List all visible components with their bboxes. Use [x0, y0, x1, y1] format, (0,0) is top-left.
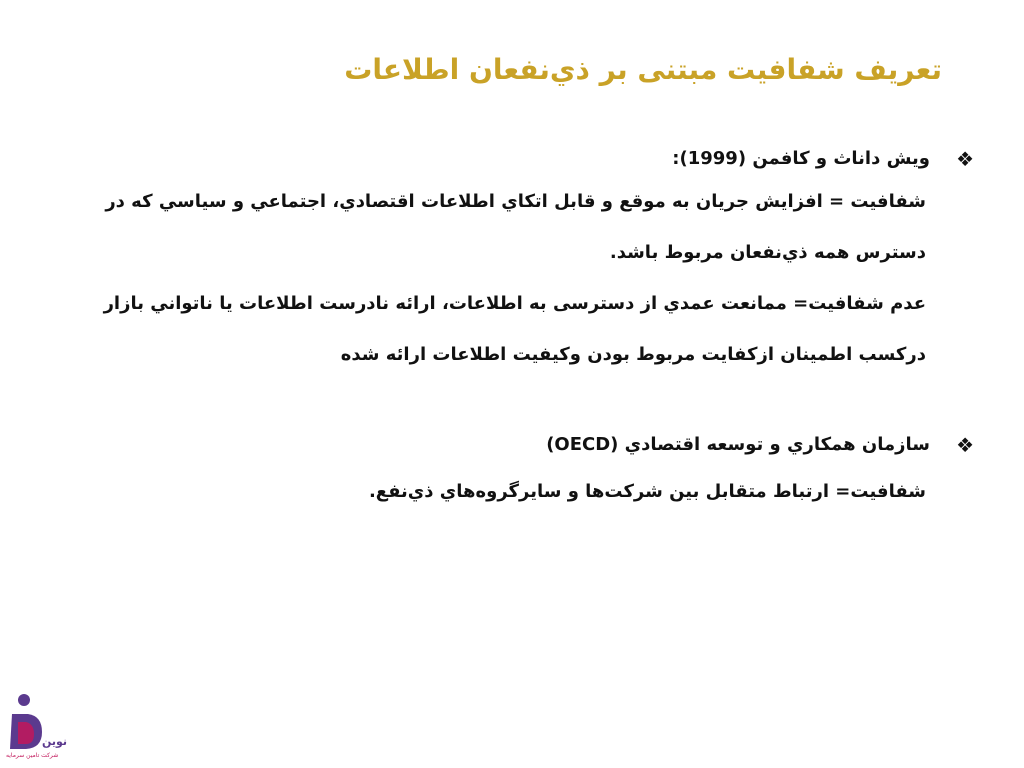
bullet-heading-text: سازمان همکاري و توسعه اقتصادي (OECD) — [546, 434, 930, 455]
bullet-text-line: درکسب اطمينان ازکفايت مربوط بودن وکيفيت اطلاعات ارائه شده — [340, 344, 926, 365]
bullet-heading — [134, 428, 974, 462]
four-diamonds-icon: ❖ — [956, 147, 974, 171]
bullet-section-2 — [134, 428, 974, 522]
bullet-text-line: شفافيت= ارتباط متقابل بين شرکت‌ها و سايرگروه‌هاي ذي‌نفع. — [368, 481, 926, 502]
logo-name: نوين — [42, 735, 68, 748]
logo-subtitle: شرکت تامين سرمايه — [6, 752, 59, 759]
bullet-section-1 — [103, 142, 974, 380]
bullet-heading-text: ويش داناث و کافمن (1999): — [672, 148, 930, 169]
bullet-heading — [134, 142, 974, 176]
bullet-text-line: عدم شفافيت= ممانعت عمدي از دسترسی به اطلاعات، ارائه نادرست اطلاعات يا ناتواني بازار — [103, 293, 926, 314]
company-logo — [4, 692, 72, 766]
four-diamonds-icon: ❖ — [956, 433, 974, 457]
bullet-text-line: شفافيت = افزايش جريان به موقع و قابل اتکاي اطلاعات اقتصادي، اجتماعي و سياسي که در — [105, 191, 926, 212]
slide-title: تعريف شفافيت مبتنی بر ذي‌نفعان اطلاعات — [344, 53, 942, 86]
bullet-text-line: دسترس همه ذي‌نفعان مربوط باشد. — [609, 242, 926, 263]
